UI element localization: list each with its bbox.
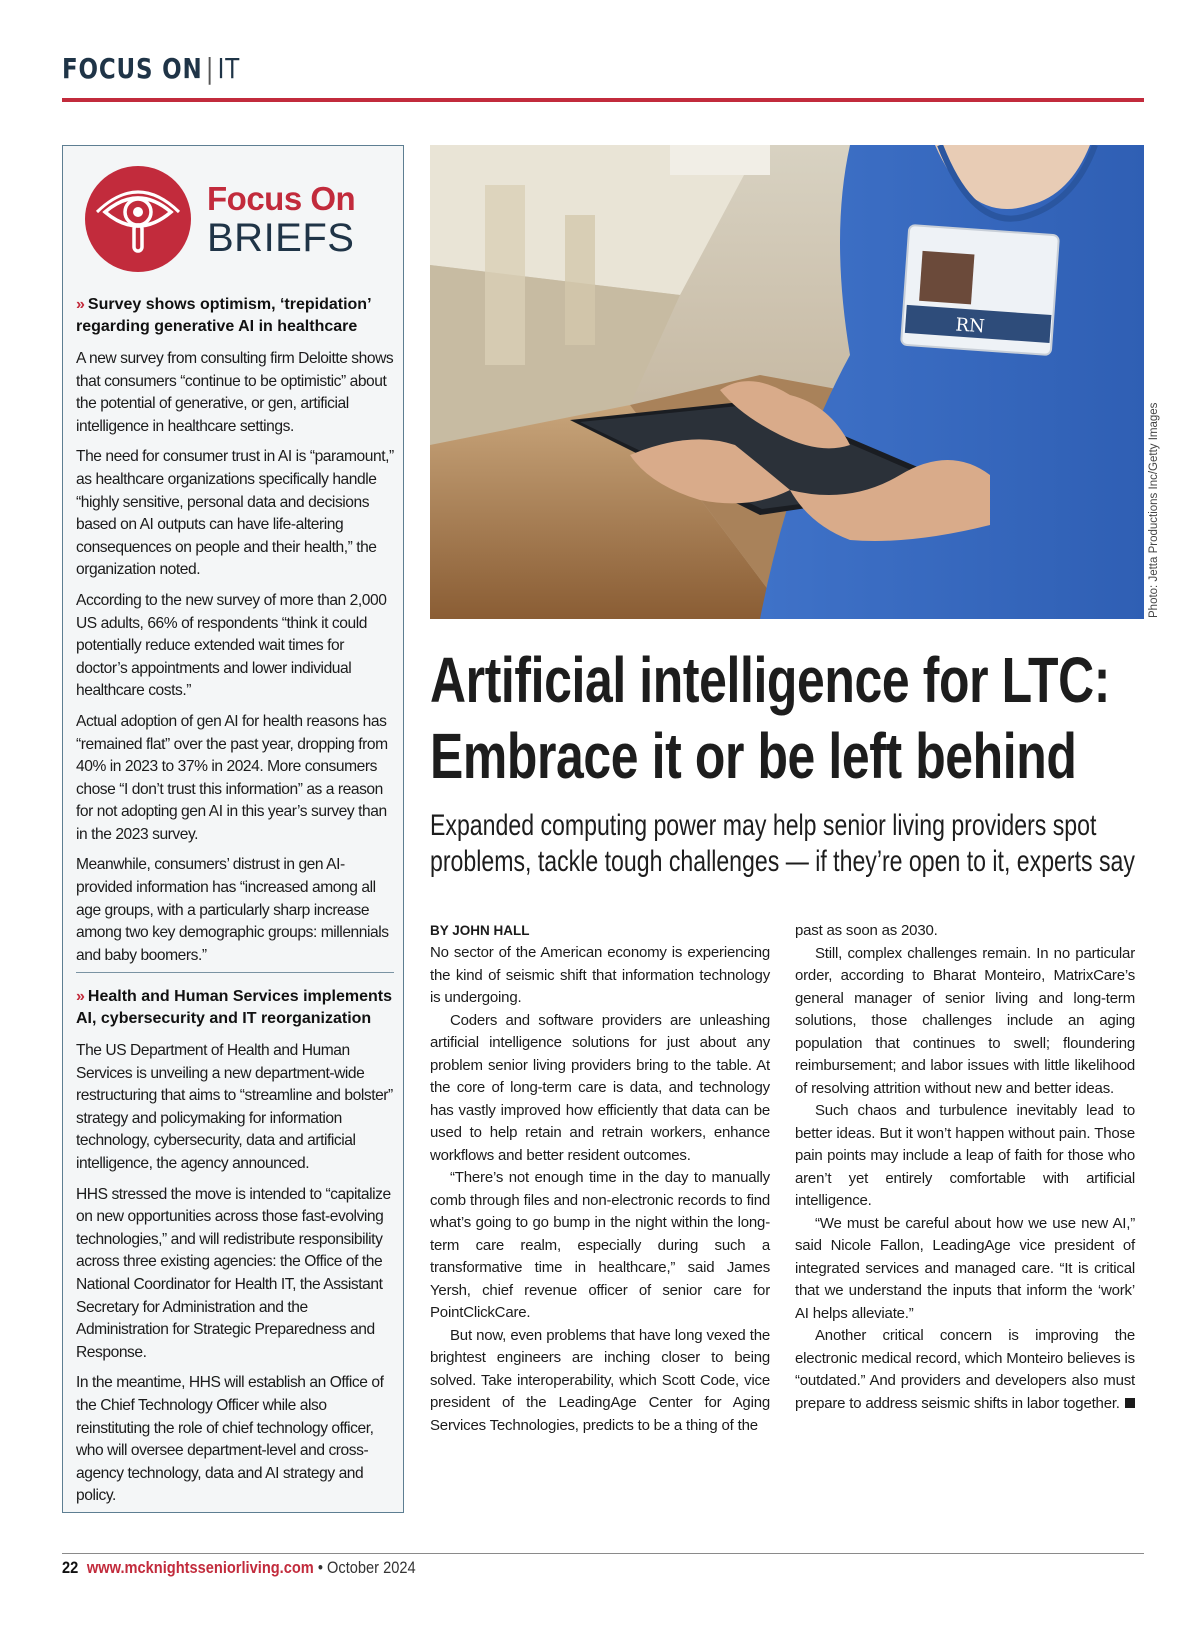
- article-paragraph: No sector of the American economy is experiencing the kind of seismic shift that information technology is undergoing.: [430, 944, 770, 1006]
- brief-paragraph: Actual adoption of gen AI for health reasons has “remained flat” over the past year, dropping from 40% in 2023 to 37% in 2024. More consumers chose “I don’t trust this information” as a reason for not adopting gen AI in this year’s survey than in the 2023 survey.: [76, 712, 388, 843]
- article-paragraph: Coders and software providers are unleashing artificial intelligence solutions for just about any problem senior living providers bring to the table. At the core of long-term care is data, and technology has vastly improved how efficiently that data can be used to help retain and retrain workers, enhance workflows and better resident outcomes.: [430, 1011, 770, 1164]
- brief-item: [76, 986, 394, 1516]
- article-paragraph: Still, complex challenges remain. In no particular order, according to Bharat Monteiro, MatrixCare’s general manager of senior living and long-term solutions, those challenges include an aging population that continues to swell; floundering reimbursement; and labor issues with little likelihood of resolving attrition without new and better ideas.: [795, 944, 1135, 1097]
- article-headline: [430, 642, 1110, 794]
- section-label: [62, 52, 240, 85]
- deck-line: problems, tackle tough challenges — if they’re open to it, experts say: [430, 845, 1135, 878]
- brief-headline: [76, 986, 394, 1030]
- briefs-sidebar: [62, 145, 404, 1513]
- header-rule: [62, 98, 1144, 102]
- brief-paragraph: HHS stressed the move is intended to “capitalize on new opportunities across those fast-evolving technologies,” and will redistribute responsibility across three existing agencies: the Office of the National Coordinator for Health IT, the Assistant Secretary for Administration and the Administration for Strategic Preparedness and Response.: [76, 1185, 391, 1361]
- section-topic: IT: [217, 52, 241, 85]
- double-chevron-icon: »: [76, 988, 85, 1005]
- brief-paragraph: A new survey from consulting firm Deloitte shows that consumers “continue to be optimistic” about the potential of generative, or gen, artificial intelligence in healthcare settings.: [76, 350, 394, 435]
- headline-line: Artificial intelligence for LTC:: [430, 644, 1110, 716]
- double-chevron-icon: »: [76, 296, 85, 313]
- article-final-text: Another critical concern is improving the electronic medical record, which Monteiro believes is “outdated.” And providers and developers also must prepare to address seismic shifts in labor together.: [795, 1327, 1135, 1412]
- eye-magnifier-icon: [83, 164, 193, 274]
- footer-date: • October 2024: [313, 1558, 416, 1577]
- brief-paragraph: The US Department of Health and Human Services is unveiling a new department-wide restructuring that aims to “streamline and bolster” strategy and policymaking for information technology, cybersecurity, data and artificial intelligence, the agency announced.: [76, 1042, 393, 1172]
- end-mark-icon: [1125, 1398, 1135, 1408]
- article-column-1: [430, 920, 770, 1437]
- byline: BY JOHN HALL: [430, 923, 530, 938]
- article-paragraph: past as soon as 2030.: [795, 922, 938, 939]
- deck-line: Expanded computing power may help senior living providers spot: [430, 809, 1097, 842]
- brief-headline-text: Health and Human Services implements AI, cybersecurity and IT reorganization: [76, 988, 393, 1027]
- nurse-tablet-illustration: [430, 145, 1144, 619]
- brief-paragraph: According to the new survey of more than 2,000 US adults, 66% of respondents “think it could potentially reduce extended wait times for doctor’s appointments and lower individual healthcare costs.”: [76, 591, 387, 700]
- footer-url-link[interactable]: www.mcknightsseniorliving.com: [86, 1558, 314, 1577]
- article-paragraph-final: [795, 1325, 1135, 1415]
- article-deck: [430, 808, 1135, 880]
- section-name: FOCUS ON: [62, 52, 203, 85]
- headline-line: Embrace it or be left behind: [430, 720, 1077, 792]
- brief-paragraph: In the meantime, HHS will establish an Office of the Chief Technology Officer while also reinstituting the role of chief technology officer, who will oversee department-level and cross-agency technology, data and AI strategy and policy.: [76, 1374, 384, 1505]
- article-paragraph: But now, even problems that have long vexed the brightest engineers are inching closer to being solved. Take interoperability, which Scott Code, vice president of the LeadingAge Center for Aging Services Technologies, predicts to be a thing of the: [430, 1326, 770, 1434]
- briefs-title-briefs: BRIEFS: [207, 216, 355, 260]
- brief-paragraph: Meanwhile, consumers’ distrust in gen AI-provided information has “increased among all age groups, with a particularly sharp increase among two key demographic groups: millennials and baby boomers.”: [76, 856, 389, 964]
- article-paragraph: “We must be careful about how we use new AI,” said Nicole Fallon, LeadingAge vice president of integrated services and managed care. “It is critical that we understand the inputs that inform the ‘work’ AI helps alleviate.”: [795, 1214, 1135, 1322]
- section-separator: |: [205, 52, 215, 85]
- footer-rule: [62, 1553, 1144, 1554]
- brief-paragraph: The need for consumer trust in AI is “paramount,” as healthcare organizations specifically handle “highly sensitive, personal data and decisions based on AI outputs can have life-altering consequences on people and their health,” the organization noted.: [76, 448, 394, 579]
- section-header: [62, 52, 1144, 102]
- brief-headline-text: Survey shows optimism, ‘trepidation’ regarding generative AI in healthcare: [76, 296, 371, 335]
- brief-divider: [76, 972, 394, 973]
- brief-item: [76, 294, 394, 975]
- briefs-title-focus: Focus On: [207, 180, 356, 217]
- article-column-2: [795, 920, 1135, 1415]
- photo-credit: Photo: Jetta Productions Inc/Getty Images: [1148, 402, 1160, 618]
- page-footer: [62, 1558, 416, 1578]
- article-paragraph: “There’s not enough time in the day to manually comb through files and non-electronic records to find what’s going to go bump in the night within the long-term care realm, especially during such a transformative time in healthcare,” said James Yersh, chief revenue officer of senior care for PointClickCare.: [430, 1169, 770, 1321]
- article-paragraph: Such chaos and turbulence inevitably lead to better ideas. But it won’t happen without pain. Those pain points may include a leap of faith for those who aren’t yet entirely comfortable with artificial intelligence.: [795, 1102, 1135, 1209]
- article-photo: [430, 145, 1144, 619]
- brief-headline: [76, 294, 394, 338]
- page-number: 22: [62, 1558, 79, 1577]
- badge-text: RN: [954, 314, 986, 338]
